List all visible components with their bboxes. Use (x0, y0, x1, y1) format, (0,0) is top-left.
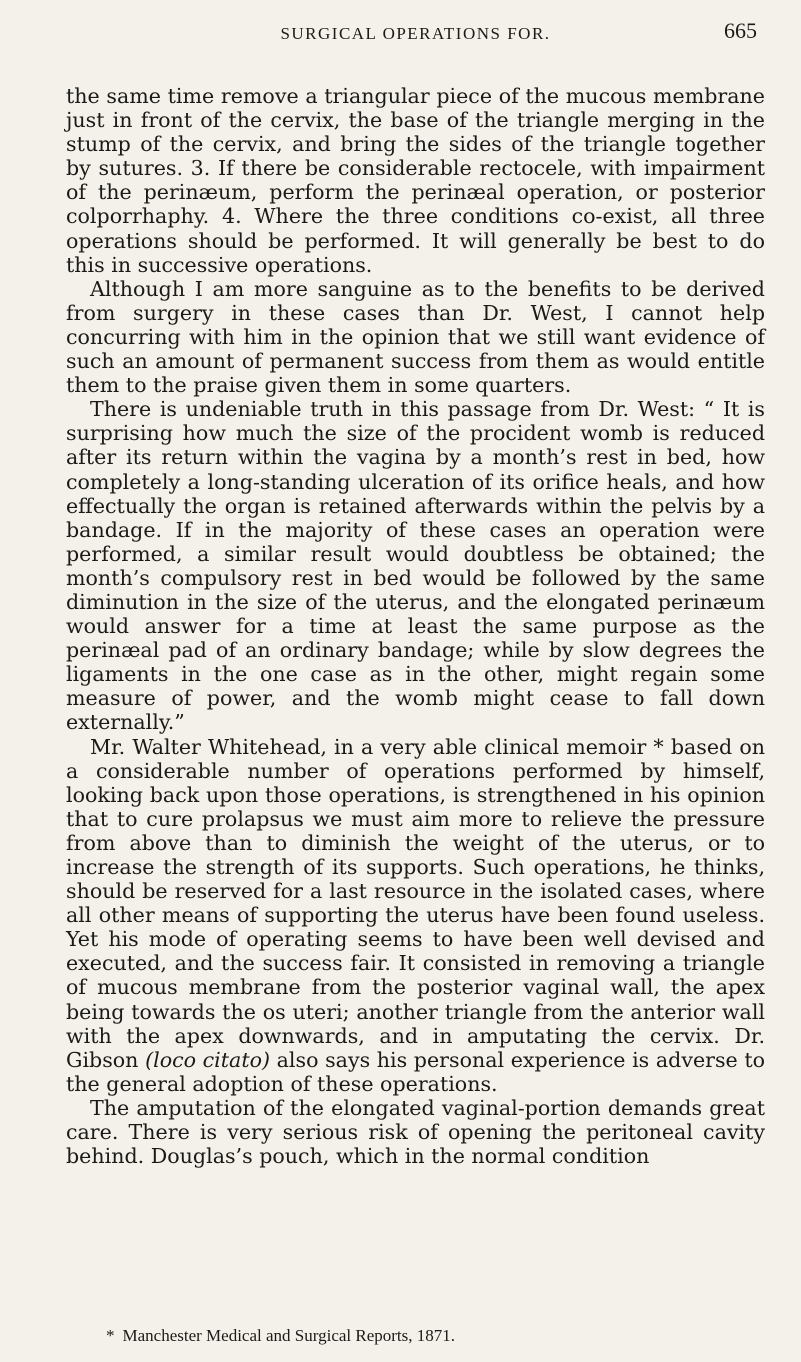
paragraph-sanguine: Although I am more sanguine as to the benefits to be derived from surgery in these cases than Dr. West, I cannot help concurring with him in the opinion that we still want evidence of such an amount of permanent success from them as would entitle them to the praise given them in some quarters. (66, 276, 765, 398)
paragraph-dr-west-quote: There is undeniable truth in this passage from Dr. West: “ It is surprising how much the size of the procident womb is reduced after its return within the vagina by a month’s rest in bed, how completely a long-standing ulceration of its orifice heals, and how effectually the organ is retained afterwards within the pelvis by a bandage. If in the majority of these cases an operation were performed, a similar result would doubtless be obtained; the month’s compulsory rest in bed would be followed by the same diminution in the size of the uterus, and the elongated perinæum would answer for a time at least the same purpose as the perinæal pad of an ordinary bandage; while by slow degrees the ligaments in the one case as in the other, might regain some measure of power, and the womb might cease to fall down externally.” (66, 397, 765, 735)
paragraph-amputation: The amputation of the elongated vaginal-portion demands great care. There is very serious risk of opening the peritoneal cavity behind. Douglas’s pouch, which in the normal condition (66, 1095, 765, 1169)
whitehead-text: Mr. Walter Whitehead, in a very able clinical memoir * based on a considerable number of operations performed by himself, looking back upon those operations, is strengthened in his opinion that to cure prolapsus we must aim more to relieve the pressure from above than to diminish the weight of the uterus, or to increase the strength of its supports. Such operations, he thinks, should be reserved for a last resource in the isolated cases, where all other means of supporting the uterus have been found useless. Yet his mode of operating seems to have been well devised and executed, and the success fair. It consisted in removing a triangle of mucous membrane from the posterior vaginal wall, the apex being towards the os uteri; another triangle from the anterior wall with the apex downwards, and in amputating the cervix. Dr. Gibson (66, 734, 765, 1072)
paragraph-whitehead (66, 735, 765, 1096)
footnote-text: Manchester Medical and Surgical Reports, 1871. (122, 1326, 456, 1345)
running-title: SURGICAL OPERATIONS FOR. (280, 24, 551, 43)
loco-citato: (loco citato) (145, 1047, 271, 1072)
footnote-mark: * (106, 1326, 115, 1345)
body-text (66, 84, 765, 1168)
paragraph-operations-list: the same time remove a triangular piece of the mucous membrane just in front of the cervix, the base of the triangle merging in the stump of the cervix, and bring the sides of the triangle together by sutures. 3. If there be considerable rectocele, with impairment of the perinæum, perform the perinæal operation, or posterior colporrhaphy. 4. Where the three conditions co-exist, all three operations should be performed. It will generally be best to do this in successive operations. (66, 84, 765, 277)
running-head (66, 10, 765, 46)
gibson-text: also says his personal experience is adverse to the general adoption of these operations. (66, 1047, 766, 1096)
page-number: 665 (724, 18, 757, 43)
footnote (66, 1326, 765, 1346)
